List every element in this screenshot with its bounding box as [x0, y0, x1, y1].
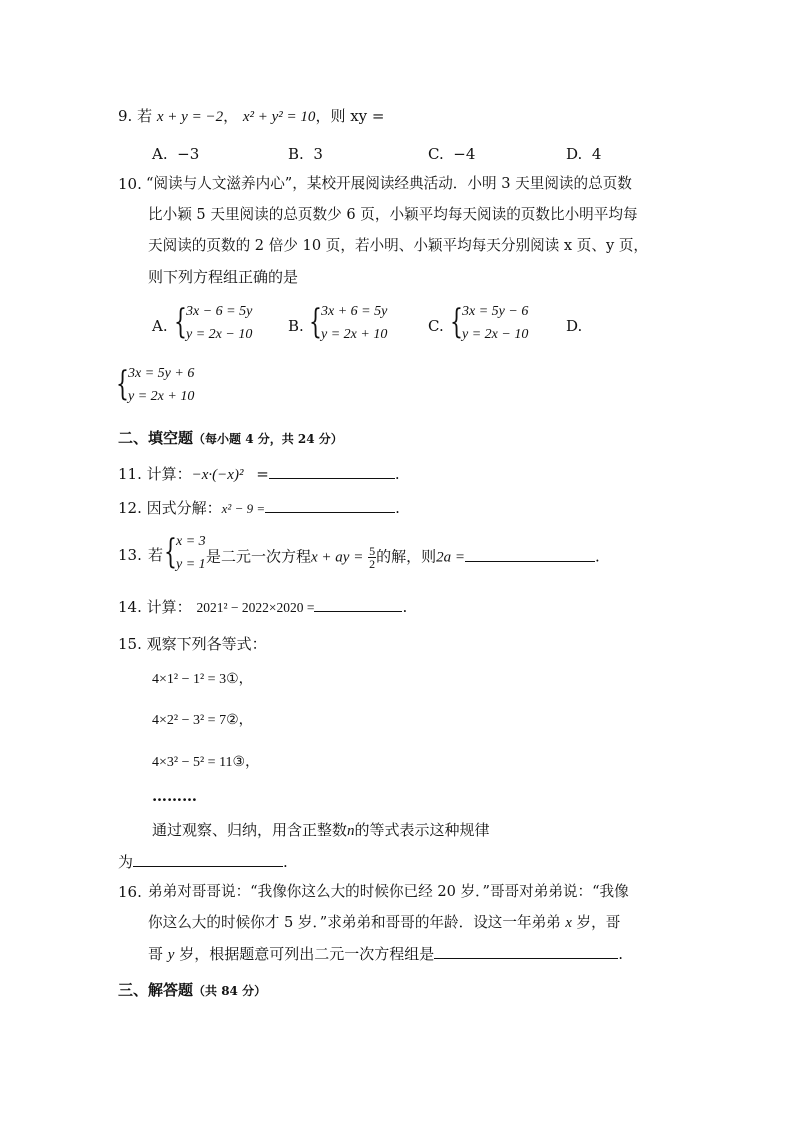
q9-stem: 9. 若 x + y = −2， x² + y² = 10，则 xy =	[118, 107, 385, 125]
q10-line-2: 比小颖 5 天里阅读的总页数少 6 页，小颖平均每天阅读的页数比小明平均每	[148, 206, 638, 223]
q16-line-3: 哥 y 岁，根据题意可列出二元一次方程组是 .	[148, 945, 624, 963]
q12-answer-blank[interactable]	[265, 498, 395, 513]
brace-icon: {	[164, 532, 177, 572]
q15-answer-line: 为 .	[118, 853, 288, 871]
q9-option-a: A. −3	[152, 145, 200, 163]
q10-option-a-system: { 3x − 6 = 5y y = 2x − 10	[174, 302, 253, 342]
q15-answer-blank[interactable]	[133, 852, 283, 867]
q10-option-d-system: { 3x = 5y + 6 y = 2x + 10	[116, 364, 195, 404]
q15-instruction: 通过观察、归纳，用含正整数n的等式表示这种规律	[152, 821, 490, 839]
q11-expression: −x·(−x)²	[191, 467, 244, 483]
q14: 14. 计算： 2021² − 2022×2020 = .	[118, 598, 408, 616]
q16-line-1: 弟弟对哥哥说：“我像你这么大的时候你已经 20 岁．”哥哥对弟弟说：“我像	[148, 883, 629, 900]
q10-option-a-label: A.	[152, 317, 168, 335]
q16-answer-blank[interactable]	[434, 944, 618, 959]
q13-system: { x = 3 y = 1	[164, 532, 206, 572]
brace-icon: {	[309, 302, 322, 342]
q10-number: 10.	[118, 175, 142, 193]
q9-condition-1: x + y = −2	[156, 109, 224, 125]
q9-number: 9.	[118, 107, 133, 125]
q15-equation-2: 4×2² − 3² = 7②，	[152, 713, 253, 728]
q11-answer-blank[interactable]	[269, 464, 395, 479]
q9-option-b: B. 3	[288, 145, 323, 163]
q9-option-c: C. −4	[428, 145, 476, 163]
q13-pre: 若	[148, 546, 164, 564]
q15-equation-3: 4×3² − 5² = 11③，	[152, 755, 260, 770]
q12: 12. 因式分解：x² − 9 = .	[118, 499, 400, 517]
q10-line-1: “阅读与人文滋养内心”，某校开展阅读经典活动．小明 3 天里阅读的总页数	[146, 175, 632, 192]
q10-option-b-label: B.	[288, 317, 304, 335]
section-2-heading: 二、填空题（每小题 4 分，共 24 分）	[118, 429, 343, 447]
q15-ellipsis: ………	[152, 787, 197, 805]
q10-option-b-system: { 3x + 6 = 5y y = 2x + 10	[309, 302, 388, 342]
q10-option-c-system: { 3x = 5y − 6 y = 2x − 10	[450, 302, 529, 342]
brace-icon: {	[450, 302, 463, 342]
q9-option-d: D. 4	[566, 145, 602, 163]
section-3-heading: 三、解答题（共 84 分）	[118, 981, 267, 999]
brace-icon: {	[116, 364, 129, 404]
q10-option-d-label: D.	[566, 317, 583, 335]
q10-option-c-label: C.	[428, 317, 444, 335]
q13-equation: x + ay =	[311, 549, 364, 566]
q12-expression: x² − 9 =	[221, 501, 266, 516]
q9-question: ，则 xy =	[315, 107, 385, 125]
q13-answer-blank[interactable]	[465, 547, 595, 562]
q15-stem: 15. 观察下列各等式：	[118, 635, 267, 653]
q16-number: 16.	[118, 883, 142, 901]
q14-expression: 2021² − 2022×2020 =	[196, 600, 315, 615]
brace-icon: {	[174, 302, 187, 342]
q16-line-2: 你这么大的时候你才 5 岁．”求弟弟和哥哥的年龄．设这一年弟弟 x 岁，哥	[148, 914, 621, 931]
q10-line-4: 则下列方程组正确的是	[148, 268, 299, 286]
q10-line-3: 天阅读的页数的 2 倍少 10 页，若小明、小颖平均每天分别阅读 x 页、y 页，	[148, 237, 649, 254]
q13-stem: 是二元一次方程x + ay = $\frac{5}{2}$ 的解，则2a = .	[206, 544, 600, 571]
q13-number: 13.	[118, 546, 142, 564]
q13-fraction: $\frac{5}{2}$	[369, 544, 376, 571]
q11: 11. 计算：−x·(−x)² = .	[118, 465, 400, 483]
q14-answer-blank[interactable]	[314, 597, 402, 612]
q9-condition-2: x² + y² = 10	[242, 109, 316, 125]
q15-equation-1: 4×1² − 1² = 3①，	[152, 672, 253, 687]
